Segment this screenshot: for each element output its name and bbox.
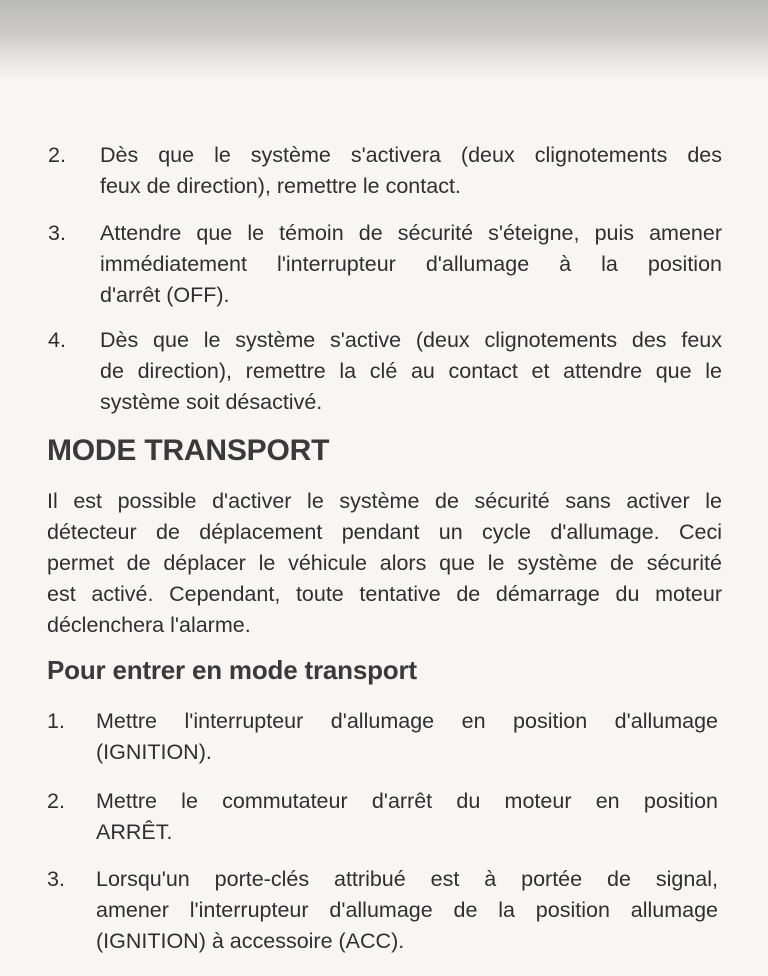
text-line: est activé. Cependant, toute tentative de démarrage du moteur [47, 582, 722, 606]
text-line: Dès que le système s'activera (deux clignotements des [100, 143, 722, 167]
text-line: (IGNITION). [96, 740, 212, 764]
text-line: Mettre le commutateur d'arrêt du moteur en position [96, 789, 718, 813]
list-text [100, 140, 722, 202]
text-line: permet de déplacer le véhicule alors que le système de sécurité [47, 551, 722, 575]
text-line: (IGNITION) à accessoire (ACC). [96, 929, 405, 953]
list-number: 2. [47, 789, 65, 813]
text-line: Lorsqu'un porte-clés attribué est à portée de signal, [96, 867, 718, 891]
text-line: Mettre l'interrupteur d'allumage en position d'allumage [96, 709, 718, 733]
text-line: de direction), remettre la clé au contact et attendre que le [100, 359, 722, 383]
text-line: amener l'interrupteur d'allumage de la position allumage [96, 898, 718, 922]
list-text [100, 325, 722, 418]
subsection-title: Pour entrer en mode transport [47, 655, 417, 685]
text-line: Dès que le système s'active (deux clignotements des feux [100, 328, 722, 352]
list-text [100, 218, 722, 311]
text-line: ARRÊT. [96, 820, 173, 844]
list-number: 3. [47, 867, 65, 891]
list-number: 4. [48, 328, 66, 352]
text-line: feux de direction), remettre le contact. [100, 174, 461, 198]
list-text [96, 786, 718, 848]
list-text [96, 706, 718, 768]
text-line: Attendre que le témoin de sécurité s'éteigne, puis amener [100, 221, 722, 245]
list-number: 3. [48, 221, 66, 245]
list-text [96, 864, 718, 957]
section-paragraph [47, 486, 722, 641]
list-number: 2. [48, 143, 66, 167]
text-line: détecteur de déplacement pendant un cycle d'allumage. Ceci [47, 520, 722, 544]
text-line: Il est possible d'activer le système de sécurité sans activer le [47, 489, 722, 513]
section-title: MODE TRANSPORT [47, 434, 330, 467]
list-number: 1. [47, 709, 65, 733]
text-line: d'arrêt (OFF). [100, 283, 230, 307]
text-line: déclenchera l'alarme. [47, 613, 251, 637]
text-line: système soit désactivé. [100, 390, 323, 414]
text-line: immédiatement l'interrupteur d'allumage à la position [100, 252, 722, 276]
